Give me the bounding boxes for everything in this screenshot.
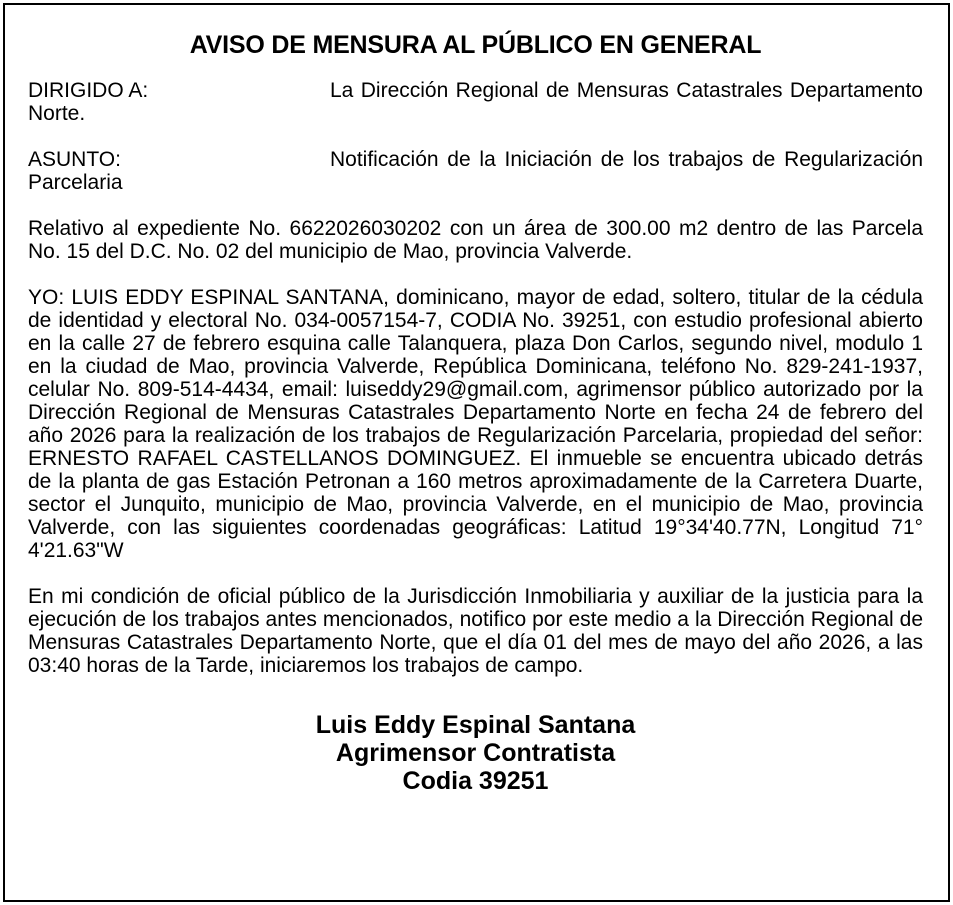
signature-role: Agrimensor Contratista <box>335 739 616 767</box>
notice-title: AVISO DE MENSURA AL PÚBLICO EN GENERAL <box>189 31 762 59</box>
notice-content <box>28 30 923 795</box>
signature-name: Luis Eddy Espinal Santana <box>315 711 636 739</box>
subject-value: Notificación de la Iniciación de los trabajos de Regularización Parcelaria <box>28 148 923 194</box>
notice-frame <box>3 3 950 902</box>
addressee-field <box>28 79 923 125</box>
addressee-label: DIRIGIDO A: <box>28 79 149 102</box>
subject-field <box>28 148 923 194</box>
case-file-paragraph: Relativo al expediente No. 6622026030202 con un área de 300.00 m2 dentro de las Parcela No. 15 del D.C. No. 02 del municipio de Mao, provincia Valverde. <box>28 217 923 263</box>
subject-label: ASUNTO: <box>28 148 121 171</box>
addressee-value: La Dirección Regional de Mensuras Catastrales Departamento Norte. <box>28 79 923 125</box>
notification-paragraph: En mi condición de oficial público de la Jurisdicción Inmobiliaria y auxiliar de la justicia para la ejecución de los trabajos antes mencionados, notifico por este medio a la Dirección Regional de Mensuras Catastrales Departamento Norte, que el día 01 del mes de mayo del año 2026, a las 03:40 horas de la Tarde, iniciaremos los trabajos de campo. <box>28 585 923 677</box>
signature-block <box>28 711 923 795</box>
signature-codia: Codia 39251 <box>402 767 549 795</box>
surveyor-declaration-paragraph: YO: LUIS EDDY ESPINAL SANTANA, dominicano, mayor de edad, soltero, titular de la cédula de identidad y electoral No. 034-0057154-7, CODIA No. 39251, con estudio profesional abierto en la calle 27 de febrero esquina calle Talanquera, plaza Don Carlos, segundo nivel, modulo 1 en la ciudad de Mao, provincia Valverde, República Dominicana, teléfono No. 829-241-1937, celular No. 809-514-4434, email: luiseddy29@gmail.com, agrimensor público autorizado por la Dirección Regional de Mensuras Catastrales Departamento Norte en fecha 24 de febrero del año 2026 para la realización de los trabajos de Regularización Parcelaria, propiedad del señor: ERNESTO RAFAEL CASTELLANOS DOMINGUEZ. El inmueble se encuentra ubicado detrás de la planta de gas Estación Petronan a 160 metros aproximadamente de la Carretera Duarte, sector el Junquito, municipio de Mao, provincia Valverde, en el municipio de Mao, provincia Valverde, con las siguientes coordenadas geográficas: Latitud 19°34'40.77N, Longitud 71° 4'21.63"W <box>28 286 923 562</box>
